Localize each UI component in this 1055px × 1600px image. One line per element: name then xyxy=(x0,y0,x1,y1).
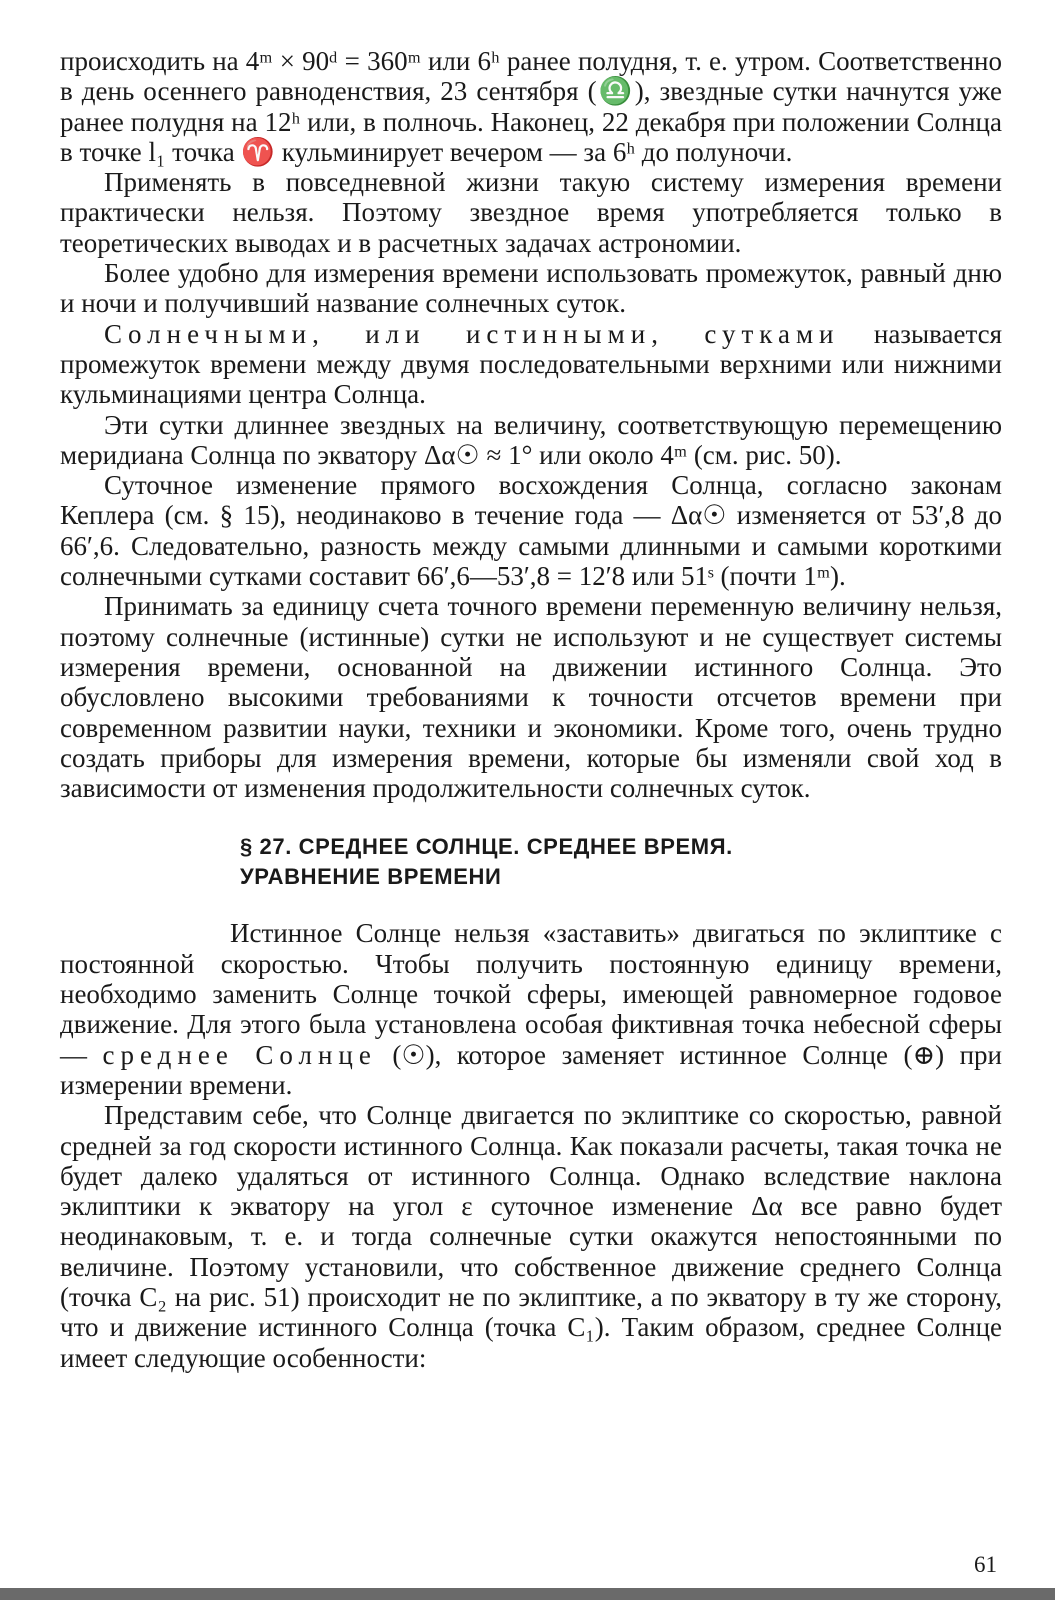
book-page xyxy=(60,46,1002,1373)
section-heading xyxy=(60,832,1002,892)
paragraph-1: происходить на 4ᵐ × 90ᵈ = 360ᵐ или 6ʰ ранее полудня, т. е. утром. Соответственно в день осеннего равноденствия, 23 сентября (♎), звездные сутки начнутся уже ранее полудня на 12ʰ или, в полночь. Наконец, 22 декабря при положении Солнца в точке l₁ точка ♈ кульминирует вечером — за 6ʰ до полуночи. xyxy=(60,46,1002,167)
mean-sun-term: среднее Солнце xyxy=(102,1039,377,1070)
scan-bottom-edge xyxy=(0,1588,1055,1600)
section-intro-text-end: (☉), которое заменяет истинное Солнце (⊕) при измерении времени. xyxy=(60,1039,1003,1100)
section-heading-line-1: § 27. СРЕДНЕЕ СОЛНЦЕ. СРЕДНЕЕ ВРЕМЯ. xyxy=(240,834,733,860)
paragraph-5: Суточное изменение прямого восхождения Солнца, согласно законам Кеплера (см. § 15), неодинаково в течение года — Δα☉ изменяется от 53′,8 до 66′,6. Следовательно, разность между самыми длинными и самыми короткими солнечными сутками составит 66′,6—53′,8 = 12′8 или 51ˢ (почти 1ᵐ). xyxy=(60,470,1002,592)
section-intro-text: Истинное Солнце нельзя «заставить» двигаться по эклиптике с постоянной скоростью. Чтобы получить постоянную единицу времени, необходимо заменить Солнце точкой сферы, имеющей равномерное годовое движение. Для этого была установлена особая фиктивная точка небесной сферы — xyxy=(60,918,1002,1070)
paragraph-7: Представим себе, что Солнце двигается по эклиптике со скоростью, равной средней за год скорости истинного Солнца. Как показали расчеты, такая точка не будет далеко удаляться от истинного Солнца. Однако вследствие наклона эклиптики к экватору на угол ε суточное изменение Δα все равно будет неодинаковым, т. е. и тогда солнечные сутки окажутся непостоянными по величине. Поэтому установили, что собственное движение среднего Солнца (точка C₂ на рис. 51) происходит не по эклиптике, а по экватору в ту же сторону, что и движение истинного Солнца (точка C₁). Таким образом, среднее Солнце имеет следующие особенности: xyxy=(60,1100,1002,1373)
section-intro-paragraph xyxy=(60,918,1002,1100)
paragraph-4: Эти сутки длиннее звездных на величину, соответствующую перемещению меридиана Солнца по экватору Δα☉ ≈ 1° или около 4ᵐ (см. рис. 50). xyxy=(60,409,1002,470)
paragraph-2: Применять в повседневной жизни такую систему измерения времени практически нельзя. Поэтому звездное время употребляется только в теоретических выводах и в расчетных задачах астрономии. xyxy=(60,167,1002,258)
definition-text: называется промежуток времени между двумя последовательными верхними или нижними кульминациями центра Солнца. xyxy=(60,318,1003,410)
paragraph-3: Более удобно для измерения времени использовать промежуток, равный дню и ночи и получивший название солнечных суток. xyxy=(60,258,1002,319)
page-number: 61 xyxy=(974,1552,997,1577)
section-heading-line-2: УРАВНЕНИЕ ВРЕМЕНИ xyxy=(240,864,502,890)
paragraph-6: Принимать за единицу счета точного времени переменную величину нельзя, поэтому солнечные (истинные) сутки не используют и не существует системы измерения времени, основанной на движении истинного Солнца. Это обусловлено высокими требованиями к точности отсчетов времени при современном развитии науки, техники и экономики. Кроме того, очень трудно создать приборы для измерения времени, которые бы изменяли свой ход в зависимости от изменения продолжительности солнечных суток. xyxy=(60,591,1002,804)
definition-term: Солнечными, или истинными, сутками xyxy=(104,318,840,349)
definition-paragraph xyxy=(60,319,1002,410)
